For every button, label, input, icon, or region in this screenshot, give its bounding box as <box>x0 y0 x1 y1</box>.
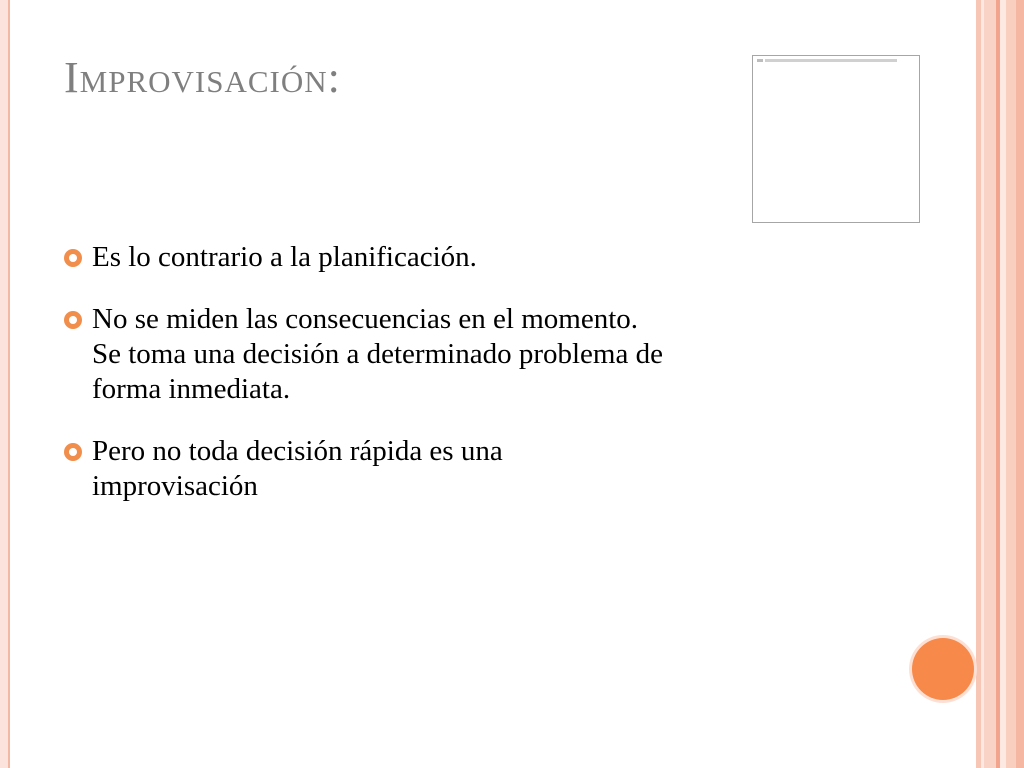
bullet-line: improvisación <box>92 470 258 502</box>
stripe <box>1006 0 1016 768</box>
bullet-icon <box>64 311 82 329</box>
bullet-icon <box>64 443 82 461</box>
right-stripe-decoration <box>976 0 1024 768</box>
bullet-line: forma inmediata. <box>92 373 291 405</box>
left-border-decoration <box>0 0 10 768</box>
bullet-item <box>64 302 914 407</box>
image-placeholder-caption <box>757 59 907 62</box>
bullet-line: No se miden las consecuencias en el momento. <box>92 303 639 335</box>
image-placeholder <box>752 55 920 223</box>
orange-circle-decoration <box>912 638 974 700</box>
bullet-line: Pero no toda decisión rápida es una <box>92 435 503 467</box>
bullet-item <box>64 434 914 504</box>
bullet-icon <box>64 249 82 267</box>
bullet-line: Se toma una decisión a determinado problema de <box>92 338 663 370</box>
slide-title: Improvisación: <box>64 53 341 102</box>
stripe <box>1016 0 1024 768</box>
stripe <box>984 0 996 768</box>
bullet-item <box>64 240 914 275</box>
bullet-line: Es lo contrario a la planificación. <box>92 241 477 273</box>
bullet-list <box>64 240 914 531</box>
